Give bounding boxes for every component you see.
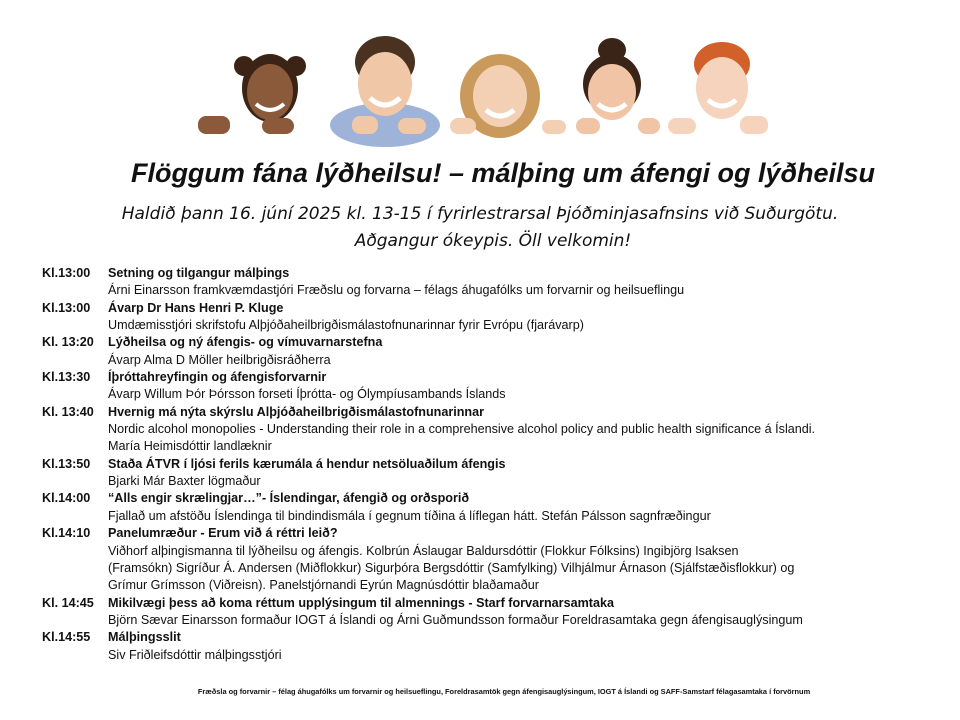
program-detail: Ávarp Willum Þór Þórsson forseti Íþrótta- og Ólympíusambands Íslands (108, 387, 506, 402)
program-item-row (42, 404, 932, 421)
program-item-row (42, 490, 932, 507)
program-detail: Bjarki Már Baxter lögmaður (108, 474, 261, 489)
program-detail: Grímur Grímsson (Viðreisn). Panelstjórnandi Eyrún Magnúsdóttir blaðamaður (108, 578, 539, 593)
program-heading: Hvernig má nýta skýrslu Alþjóðaheilbrigðismálastofnunarinnar (108, 404, 485, 419)
program-item-row (42, 369, 932, 386)
program-detail: Nordic alcohol monopolies - Understanding their role in a comprehensive alcohol policy and public health significance á Íslandi. (108, 422, 816, 437)
program-detail: (Framsókn) Sigríður Á. Andersen (Miðflokkur) Sigurþóra Bergsdóttir (Samfylking) Vilhjálmur Árnason (Sjálfstæðisflokkur) og (108, 560, 795, 575)
program-detail: Ávarp Alma D Möller heilbrigðisráðherra (108, 352, 331, 367)
event-info: Haldið þann 16. júní 2025 kl. 13-15 í fyrirlestrarsal Þjóðminjasafnsins við Suðurgötu. (121, 204, 839, 224)
program-heading: Mikilvægi þess að koma réttum upplýsingum til almennings - Starf forvarnarsamtaka (108, 595, 614, 610)
program-item-row (42, 525, 932, 542)
program-detail: María Heimisdóttir landlæknir (108, 439, 272, 454)
organizers-footer: Fræðsla og forvarnir – félag áhugafólks um forvarnir og heilsueflingu, Foreldrasamtök gegn áfengisauglýsingum, IOGT á Íslandi og SAFF-Samstarf félagasamtaka í forvörnum (197, 687, 811, 696)
program-time: Kl.14:10 (42, 526, 91, 541)
program-time: Kl.13:00 (42, 266, 91, 280)
program-item-row (42, 334, 932, 351)
program-schedule (42, 265, 932, 664)
program-time: Kl.13:00 (42, 300, 91, 315)
program-time: Kl. 13:20 (42, 335, 94, 350)
program-detail: Fjallað um afstöðu Íslendinga til bindindismála í gegnum tíðina á líflegan hátt. Stefán Pálsson sagnfræðingur (108, 508, 711, 523)
program-heading: Ávarp Dr Hans Henri P. Kluge (108, 300, 284, 315)
program-time: Kl.13:50 (42, 456, 91, 471)
child-1 (198, 54, 306, 134)
program-heading: Íþróttahreyfingin og áfengisforvarnir (108, 370, 327, 385)
children-illustration (0, 0, 960, 150)
child-5 (668, 42, 768, 134)
program-detail: Siv Friðleifsdóttir málþingsstjóri (108, 647, 282, 662)
program-heading: “Alls engir skrælingjar…”- Íslendingar, áfengið og orðsporið (108, 491, 470, 506)
program-item-row (42, 300, 932, 317)
program-detail: Viðhorf alþingismanna til lýðheilsu og áfengis. Kolbrún Áslaugar Baldursdóttir (Flokkur Fólksins) Ingibjörg Isaksen (108, 543, 739, 558)
program-heading: Málþingsslit (108, 630, 181, 645)
program-heading: Panelumræður - Erum við á réttri leið? (108, 526, 338, 541)
program-heading: Lýðheilsa og ný áfengis- og vímuvarnarstefna (108, 335, 383, 350)
program-item-row (42, 595, 932, 612)
program-time: Kl. 13:40 (42, 404, 94, 419)
child-4 (576, 38, 660, 134)
page-title: Flöggum fána lýðheilsu! – málþing um áfengi og lýðheilsu (130, 158, 876, 188)
program-heading: Setning og tilgangur málþings (108, 266, 290, 280)
program-time: Kl.14:55 (42, 630, 91, 645)
program-time: Kl. 14:45 (42, 595, 94, 610)
program-item-row (42, 629, 932, 646)
program-detail: Umdæmisstjóri skrifstofu Alþjóðaheilbrigðismálastofnunarinnar fyrir Evrópu (fjarávarp) (108, 318, 584, 333)
program-detail: Björn Sævar Einarsson formaður IOGT á Íslandi og Árni Guðmundsson formaður Foreldrasamtaka gegn áfengisauglýsingum (108, 612, 803, 627)
child-2 (330, 36, 440, 147)
program-detail: Árni Einarsson framkvæmdastjóri Fræðslu og forvarna – félags áhugafólks um forvarnir og heilsueflingu (108, 283, 685, 298)
program-heading: Staða ÁTVR í ljósi ferils kærumála á hendur netsöluaðilum áfengis (108, 456, 506, 471)
admission-info: Aðgangur ókeypis. Öll velkomin! (354, 231, 632, 251)
program-item-row (42, 265, 932, 282)
program-time: Kl.13:30 (42, 370, 91, 385)
program-time: Kl.14:00 (42, 491, 91, 506)
child-3 (450, 54, 566, 138)
program-item-row (42, 456, 932, 473)
